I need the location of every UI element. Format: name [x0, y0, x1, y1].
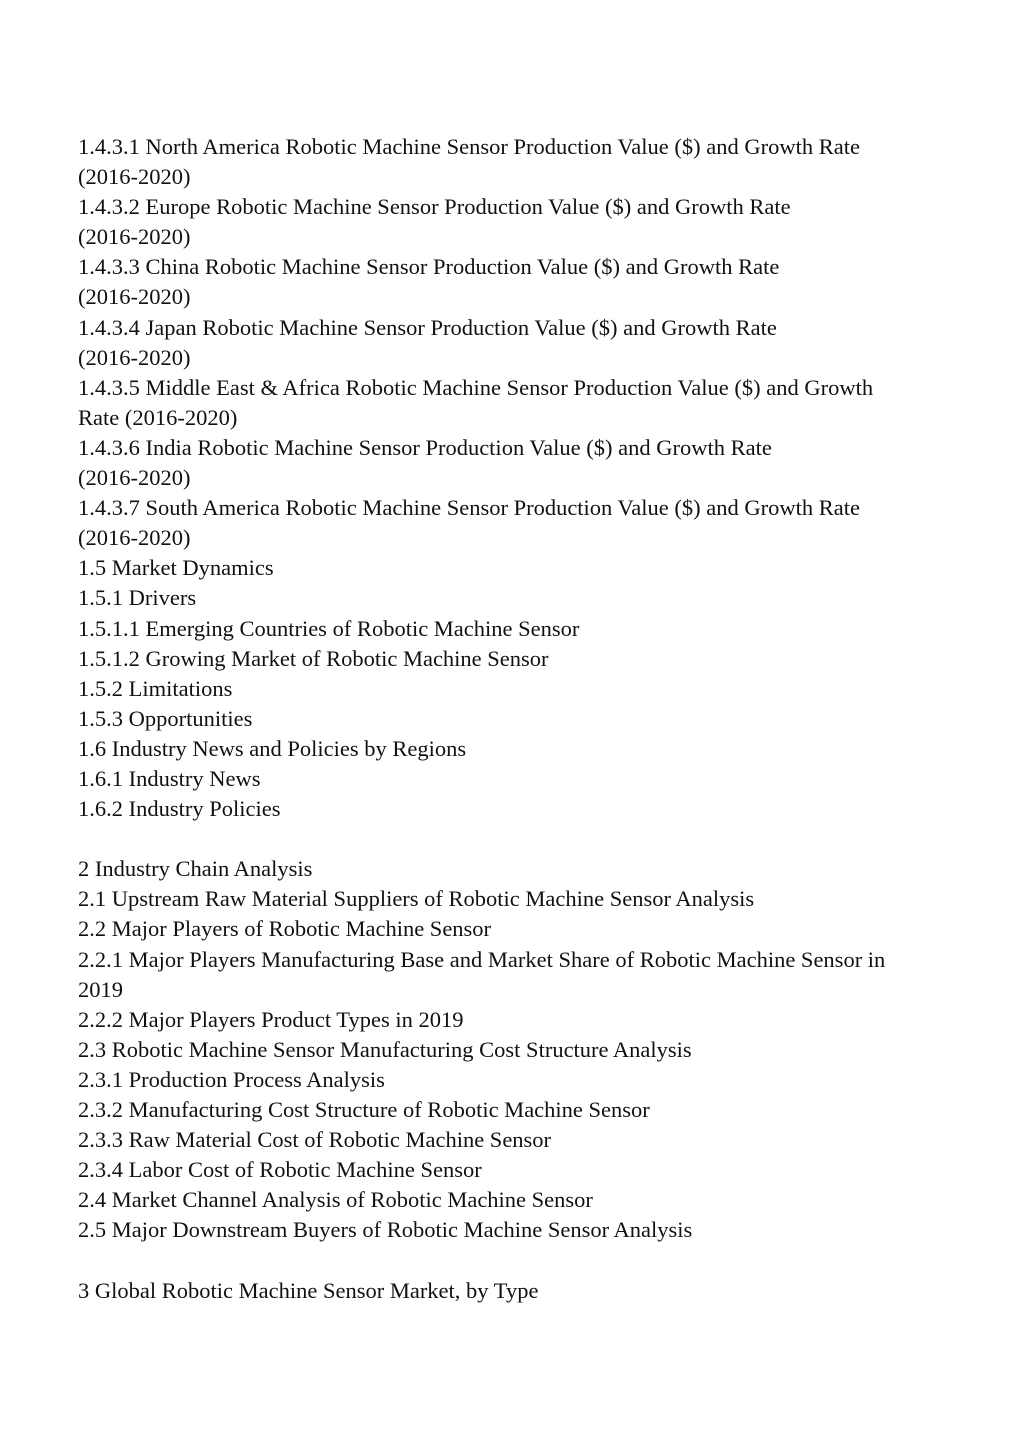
- toc-line: (2016-2020): [78, 465, 191, 491]
- toc-line: 1.4.3.6 India Robotic Machine Sensor Production Value ($) and Growth Rate: [78, 434, 772, 460]
- toc-line: 1.5 Market Dynamics: [78, 555, 274, 581]
- toc-line: 1.5.1.1 Emerging Countries of Robotic Machine Sensor: [78, 615, 580, 641]
- toc-line: 2 Industry Chain Analysis: [78, 856, 313, 882]
- toc-line: 1.5.1 Drivers: [78, 585, 197, 611]
- toc-line: 2.3.1 Production Process Analysis: [78, 1066, 385, 1092]
- toc-line: 1.4.3.1 North America Robotic Machine Sensor Production Value ($) and Growth Rate: [78, 134, 860, 159]
- toc-line: 1.6.2 Industry Policies: [78, 796, 281, 822]
- toc-line: 2.3.2 Manufacturing Cost Structure of Robotic Machine Sensor: [78, 1097, 650, 1122]
- toc-line: 2.5 Major Downstream Buyers of Robotic Machine Sensor Analysis: [78, 1217, 693, 1243]
- toc-line: (2016-2020): [78, 344, 191, 370]
- section-gap: [78, 1245, 958, 1275]
- toc-line: 1.6.1 Industry News: [78, 765, 261, 791]
- toc-line: 1.4.3.5 Middle East & Africa Robotic Machine Sensor Production Value ($) and Growth: [78, 374, 874, 400]
- toc-line: 1.4.3.7 South America Robotic Machine Sensor Production Value ($) and Growth Rate: [78, 495, 860, 521]
- toc-line: 1.4.3.3 China Robotic Machine Sensor Production Value ($) and Growth Rate: [78, 254, 780, 280]
- toc-line: Rate (2016-2020): [78, 404, 238, 430]
- toc-line: 1.5.2 Limitations: [78, 675, 233, 701]
- toc-line: (2016-2020): [78, 224, 191, 250]
- toc-line: 2.1 Upstream Raw Material Suppliers of Robotic Machine Sensor Analysis: [78, 886, 755, 912]
- toc-line: 1.4.3.2 Europe Robotic Machine Sensor Production Value ($) and Growth Rate: [78, 194, 791, 220]
- toc-line: 2019: [78, 976, 123, 1002]
- toc-line: (2016-2020): [78, 284, 191, 310]
- toc-line: 2.3 Robotic Machine Sensor Manufacturing Cost Structure Analysis: [78, 1036, 692, 1062]
- toc-line: 2.3.3 Raw Material Cost of Robotic Machine Sensor: [78, 1127, 552, 1153]
- toc-line: 1.6 Industry News and Policies by Regions: [78, 735, 467, 761]
- toc-line: (2016-2020): [78, 525, 191, 551]
- toc-line: 1.4.3.4 Japan Robotic Machine Sensor Production Value ($) and Growth Rate: [78, 314, 777, 340]
- toc-line: 2.2.1 Major Players Manufacturing Base and Market Share of Robotic Machine Sensor in: [78, 946, 886, 972]
- toc-line: 1.5.3 Opportunities: [78, 705, 253, 731]
- toc-line: 3 Global Robotic Machine Sensor Market, by Type: [78, 1277, 539, 1303]
- toc-line: 2.2 Major Players of Robotic Machine Sensor: [78, 916, 492, 942]
- toc-line: 1.5.1.2 Growing Market of Robotic Machine Sensor: [78, 645, 549, 671]
- table-of-contents: [78, 132, 958, 1306]
- section-gap: [78, 824, 958, 854]
- toc-line: 2.2.2 Major Players Product Types in 2019: [78, 1006, 464, 1032]
- toc-line: 2.3.4 Labor Cost of Robotic Machine Sensor: [78, 1157, 482, 1183]
- toc-line: (2016-2020): [78, 164, 191, 190]
- toc-line: 2.4 Market Channel Analysis of Robotic Machine Sensor: [78, 1187, 593, 1213]
